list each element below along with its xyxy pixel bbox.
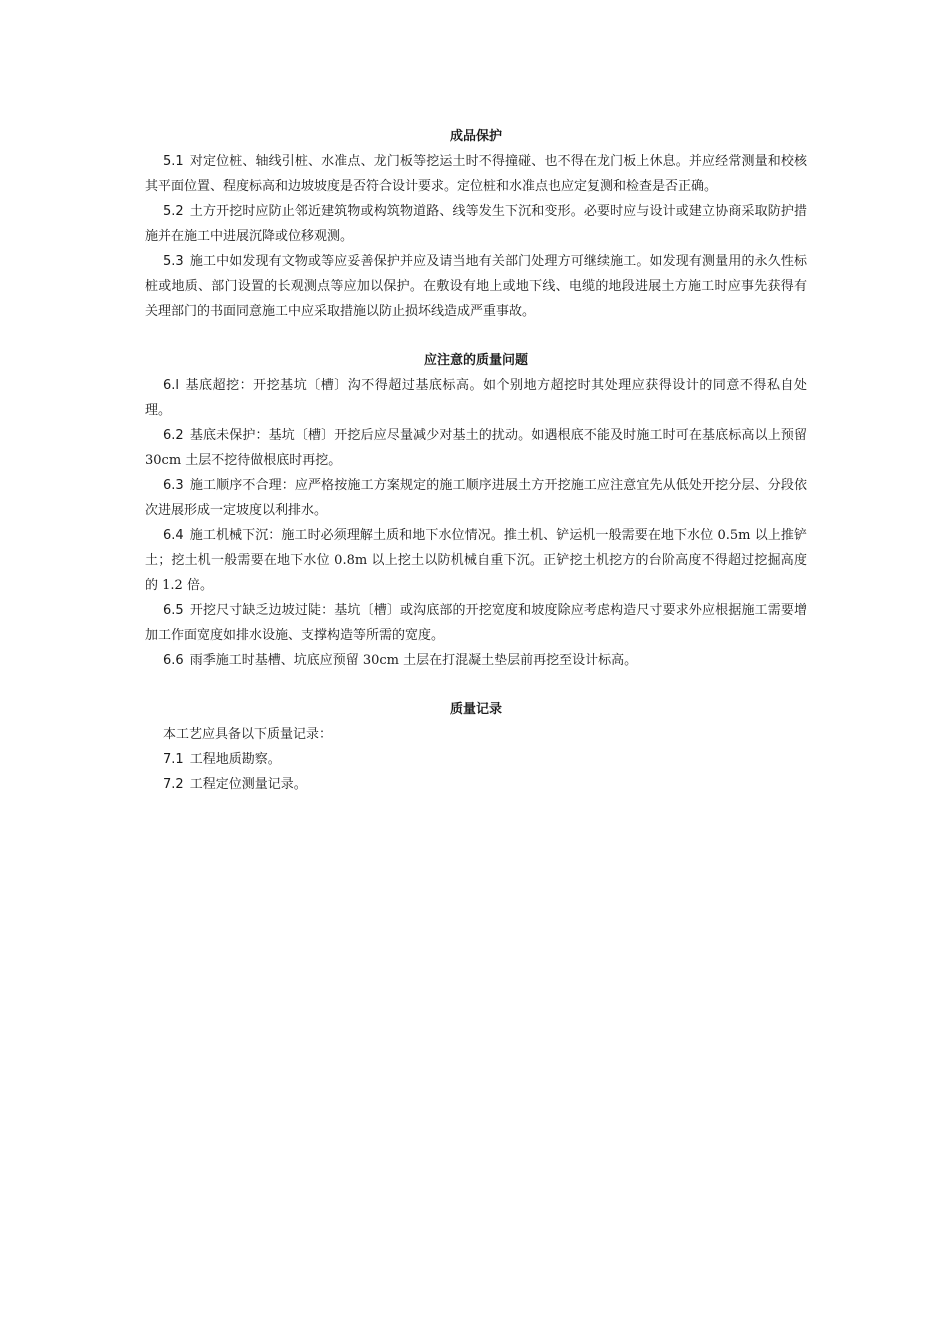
section-title: 成品保护 (449, 129, 502, 144)
list-item (145, 149, 807, 199)
item-number: 6.3 (163, 478, 184, 493)
section-title: 应注意的质量问题 (423, 353, 528, 368)
list-item (145, 423, 807, 473)
item-text: 雨季施工时基槽、坑底应预留 30cm 土层在打混凝土垫层前再挖至设计标高。 (189, 653, 638, 668)
section-intro: 本工艺应具备以下质量记录： (163, 727, 333, 742)
list-item (145, 199, 807, 249)
document-page (145, 124, 807, 797)
list-item (145, 249, 807, 324)
item-number: 5.1 (163, 154, 184, 169)
section-title: 质量记录 (449, 702, 502, 717)
list-item (145, 772, 807, 797)
item-text: 施工机械下沉：施工时必须理解土质和地下水位情况。推土机、铲运机一般需要在地下水位 0.5m 以上推铲土；挖土机一般需要在地下水位 0.8m 以上挖土以防机械自重下沉。正铲挖土机挖方的台阶高度不得超过挖掘高度的 1.2 倍。 (145, 528, 807, 593)
item-text: 基底未保护：基坑〔槽〕开挖后应尽量减少对基土的扰动。如遇根底不能及时施工时可在基底标高以上预留 30cm 土层不挖待做根底时再挖。 (145, 428, 807, 468)
list-item (145, 598, 807, 648)
section-quality-records (145, 697, 807, 797)
section-quality-issues (145, 348, 807, 673)
item-number: 5.3 (163, 254, 184, 269)
item-text: 开挖尺寸缺乏边坡过陡：基坑〔槽〕或沟底部的开挖宽度和坡度除应考虑构造尺寸要求外应根据施工需要增加工作面宽度如排水设施、支撑构造等所需的宽度。 (145, 603, 807, 643)
list-item (145, 373, 807, 423)
item-text: 施工顺序不合理：应严格按施工方案规定的施工顺序进展土方开挖施工应注意宜先从低处开挖分层、分段依次进展形成一定坡度以利排水。 (145, 478, 807, 518)
item-number: 7.1 (163, 752, 184, 767)
item-text: 施工中如发现有文物或等应妥善保护并应及请当地有关部门处理方可继续施工。如发现有测量用的永久性标桩或地质、部门设置的长观测点等应加以保护。在敷设有地上或地下线、电缆的地段进展土方施工时应事先获得有关理部门的书面同意施工中应采取措施以防止损坏线造成严重事故。 (145, 254, 807, 319)
list-item (145, 747, 807, 772)
item-text: 工程定位测量记录。 (189, 777, 307, 792)
section-product-protection (145, 124, 807, 324)
item-text: 土方开挖时应防止邻近建筑物或构筑物道路、线等发生下沉和变形。必要时应与设计或建立协商采取防护措施并在施工中进展沉降或位移观测。 (145, 204, 807, 244)
item-text: 工程地质勘察。 (189, 752, 281, 767)
item-number: 7.2 (163, 777, 184, 792)
item-number: 6.l (163, 378, 180, 393)
item-text: 对定位桩、轴线引桩、水准点、龙门板等挖运土时不得撞碰、也不得在龙门板上休息。并应经常测量和校核其平面位置、程度标高和边坡坡度是否符合设计要求。定位桩和水准点也应定复测和检查是否正确。 (145, 154, 807, 194)
item-number: 6.2 (163, 428, 184, 443)
item-number: 6.4 (163, 528, 184, 543)
item-number: 6.5 (163, 603, 184, 618)
list-item (145, 523, 807, 598)
item-text: 基底超挖：开挖基坑〔槽〕沟不得超过基底标高。如个别地方超挖时其处理应获得设计的同意不得私自处理。 (145, 378, 807, 418)
item-number: 6.6 (163, 653, 184, 668)
list-item (145, 473, 807, 523)
item-number: 5.2 (163, 204, 184, 219)
list-item (145, 648, 807, 673)
